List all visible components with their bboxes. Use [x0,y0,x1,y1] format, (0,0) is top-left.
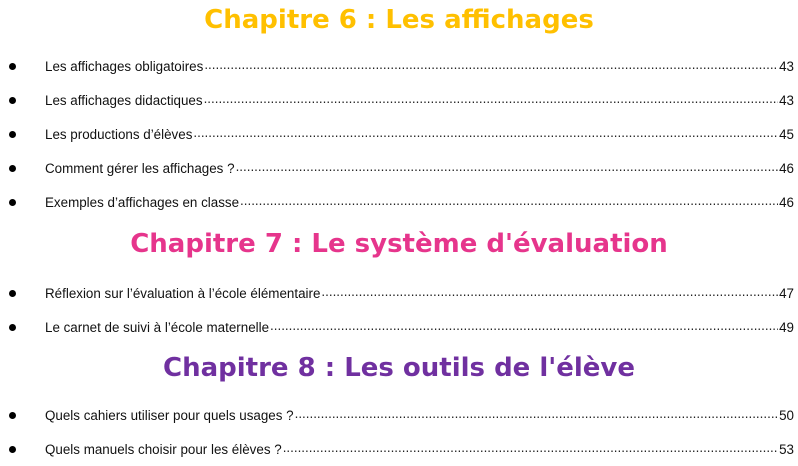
bullet-icon [9,199,16,206]
toc-entry-label: Comment gérer les affichages ? [45,161,235,177]
toc-entry[interactable] [0,49,798,83]
toc-entry[interactable] [0,117,798,151]
dot-leader [236,160,779,173]
dot-leader [193,126,778,139]
bullet-icon [9,131,16,138]
bullet-icon [9,165,16,172]
chapter-8-title: Chapitre 8 : Les outils de l'élève [163,353,635,383]
toc-entry-label: Les productions d’élèves [45,127,193,143]
toc-entry-page: 45 [779,127,794,143]
chapter-6-entries [0,49,798,219]
dot-leader [321,285,778,298]
bullet-icon [9,446,16,453]
toc-entry-page: 43 [779,93,794,109]
dot-leader [283,441,778,454]
toc-entry-label: Le carnet de suivi à l’école maternelle [45,320,270,336]
toc-entry-label: Exemples d’affichages en classe [45,195,240,211]
chapter-6-title: Chapitre 6 : Les affichages [204,5,594,35]
toc-entry-page: 53 [779,442,794,458]
toc-entry[interactable] [0,185,798,219]
toc-entry-label: Quels manuels choisir pour les élèves ? [45,442,282,458]
chapter-8-entries [0,398,798,466]
toc-entry-label: Les affichages didactiques [45,93,203,109]
dot-leader [204,92,779,105]
toc-entry[interactable] [0,83,798,117]
chapter-7-entries [0,276,798,344]
bullet-icon [9,63,16,70]
dot-leader [270,319,778,332]
chapter-7-title: Chapitre 7 : Le système d'évaluation [130,229,668,259]
toc-entry[interactable] [0,310,798,344]
toc-entry-page: 50 [779,408,794,424]
toc-entry-page: 47 [779,286,794,302]
toc-entry-page: 46 [779,161,794,177]
toc-entry-label: Réflexion sur l’évaluation à l’école élémentaire [45,286,321,302]
dot-leader [295,407,778,420]
bullet-icon [9,324,16,331]
toc-entry-page: 46 [779,195,794,211]
toc-entry[interactable] [0,432,798,466]
bullet-icon [9,97,16,104]
dot-leader [204,58,778,71]
dot-leader [240,194,778,207]
toc-entry-label: Les affichages obligatoires [45,59,204,75]
toc-entry-label: Quels cahiers utiliser pour quels usages ? [45,408,294,424]
toc-entry[interactable] [0,276,798,310]
toc-entry[interactable] [0,151,798,185]
bullet-icon [9,290,16,297]
toc-entry[interactable] [0,398,798,432]
toc-entry-page: 43 [779,59,794,75]
bullet-icon [9,412,16,419]
toc-entry-page: 49 [779,320,794,336]
